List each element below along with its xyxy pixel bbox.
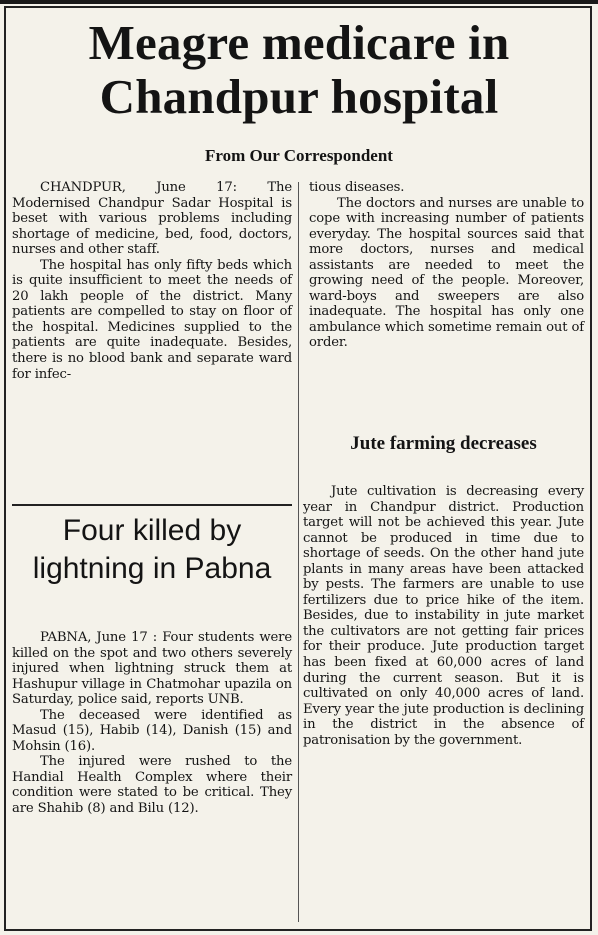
top-rule [0, 0, 598, 4]
story1-paragraph: Jute cultivation is decreasing every year in Chandpur district. Production target will not be achieved this year. Jute cannot be produced in time due to shortage of seeds. On the other hand jute plants in many areas have been attacked by pests. The farmers are unable to use fertilizers due to price hike of the item. Besides, due to instability in jute market the cultivators are not getting fair prices for their produce. Jute production target has been fixed at 60,000 acres of land during the current season. But it is cultivated on only 40,000 acres of land. Every year the jute production is declining in the district in the absence of patronisation by the government. [303, 484, 584, 748]
subheadline-jute: Jute farming decreases [350, 433, 537, 454]
byline: From Our Correspondent [205, 146, 393, 165]
story1-paragraph: The doctors and nurses are unable to cope with increasing number of patients everyday. The hospital sources said that more doctors, nurses and medical assistants are needed to meet the growing need of the people. Moreover, ward-boys and sweepers are also inadequate. The hospital has only one ambulance which sometime remain out of order. [309, 195, 584, 351]
story2-paragraph: The deceased were identified as Masud (15), Habib (14), Danish (15) and Mohsin (16). [12, 707, 292, 754]
column-divider [298, 182, 299, 922]
story1-paragraph: The hospital has only fifty beds which is quite insufficient to meet the needs of 20 lakh people of the district. Many patients are compelled to stay on floor of the hospital. Medicines supplied to the patients are quite inadequate. Besides, there is no blood bank and separate ward for infec- [12, 257, 292, 382]
story2-paragraph: The injured were rushed to the Handial Health Complex where their condition were stated to be critical. They are Shahib (8) and Bilu (12). [12, 754, 292, 817]
story1-paragraph: tious diseases. [309, 180, 405, 195]
story2-paragraph: PABNA, June 17 : Four students were killed on the spot and two others severely injured when lightning struck them at Hashupur village in Chatmohar upazila on Saturday, police said, reports UNB. [12, 630, 292, 708]
story-separator-rule [12, 504, 292, 506]
story1-column-1 [12, 180, 292, 382]
story1-column-3 [303, 484, 584, 748]
story1-column-2 [309, 180, 584, 351]
story2-column [12, 630, 292, 817]
story2-headline: Four killed by lightning in Pabna [32, 514, 272, 585]
main-headline: Meagre medicare in Chandpur hospital [88, 15, 510, 124]
story1-paragraph: CHANDPUR, June 17: The Modernised Chandpur Sadar Hospital is beset with various problems including shortage of medicine, bed, food, doctors, nurses and other staff. [12, 180, 292, 258]
